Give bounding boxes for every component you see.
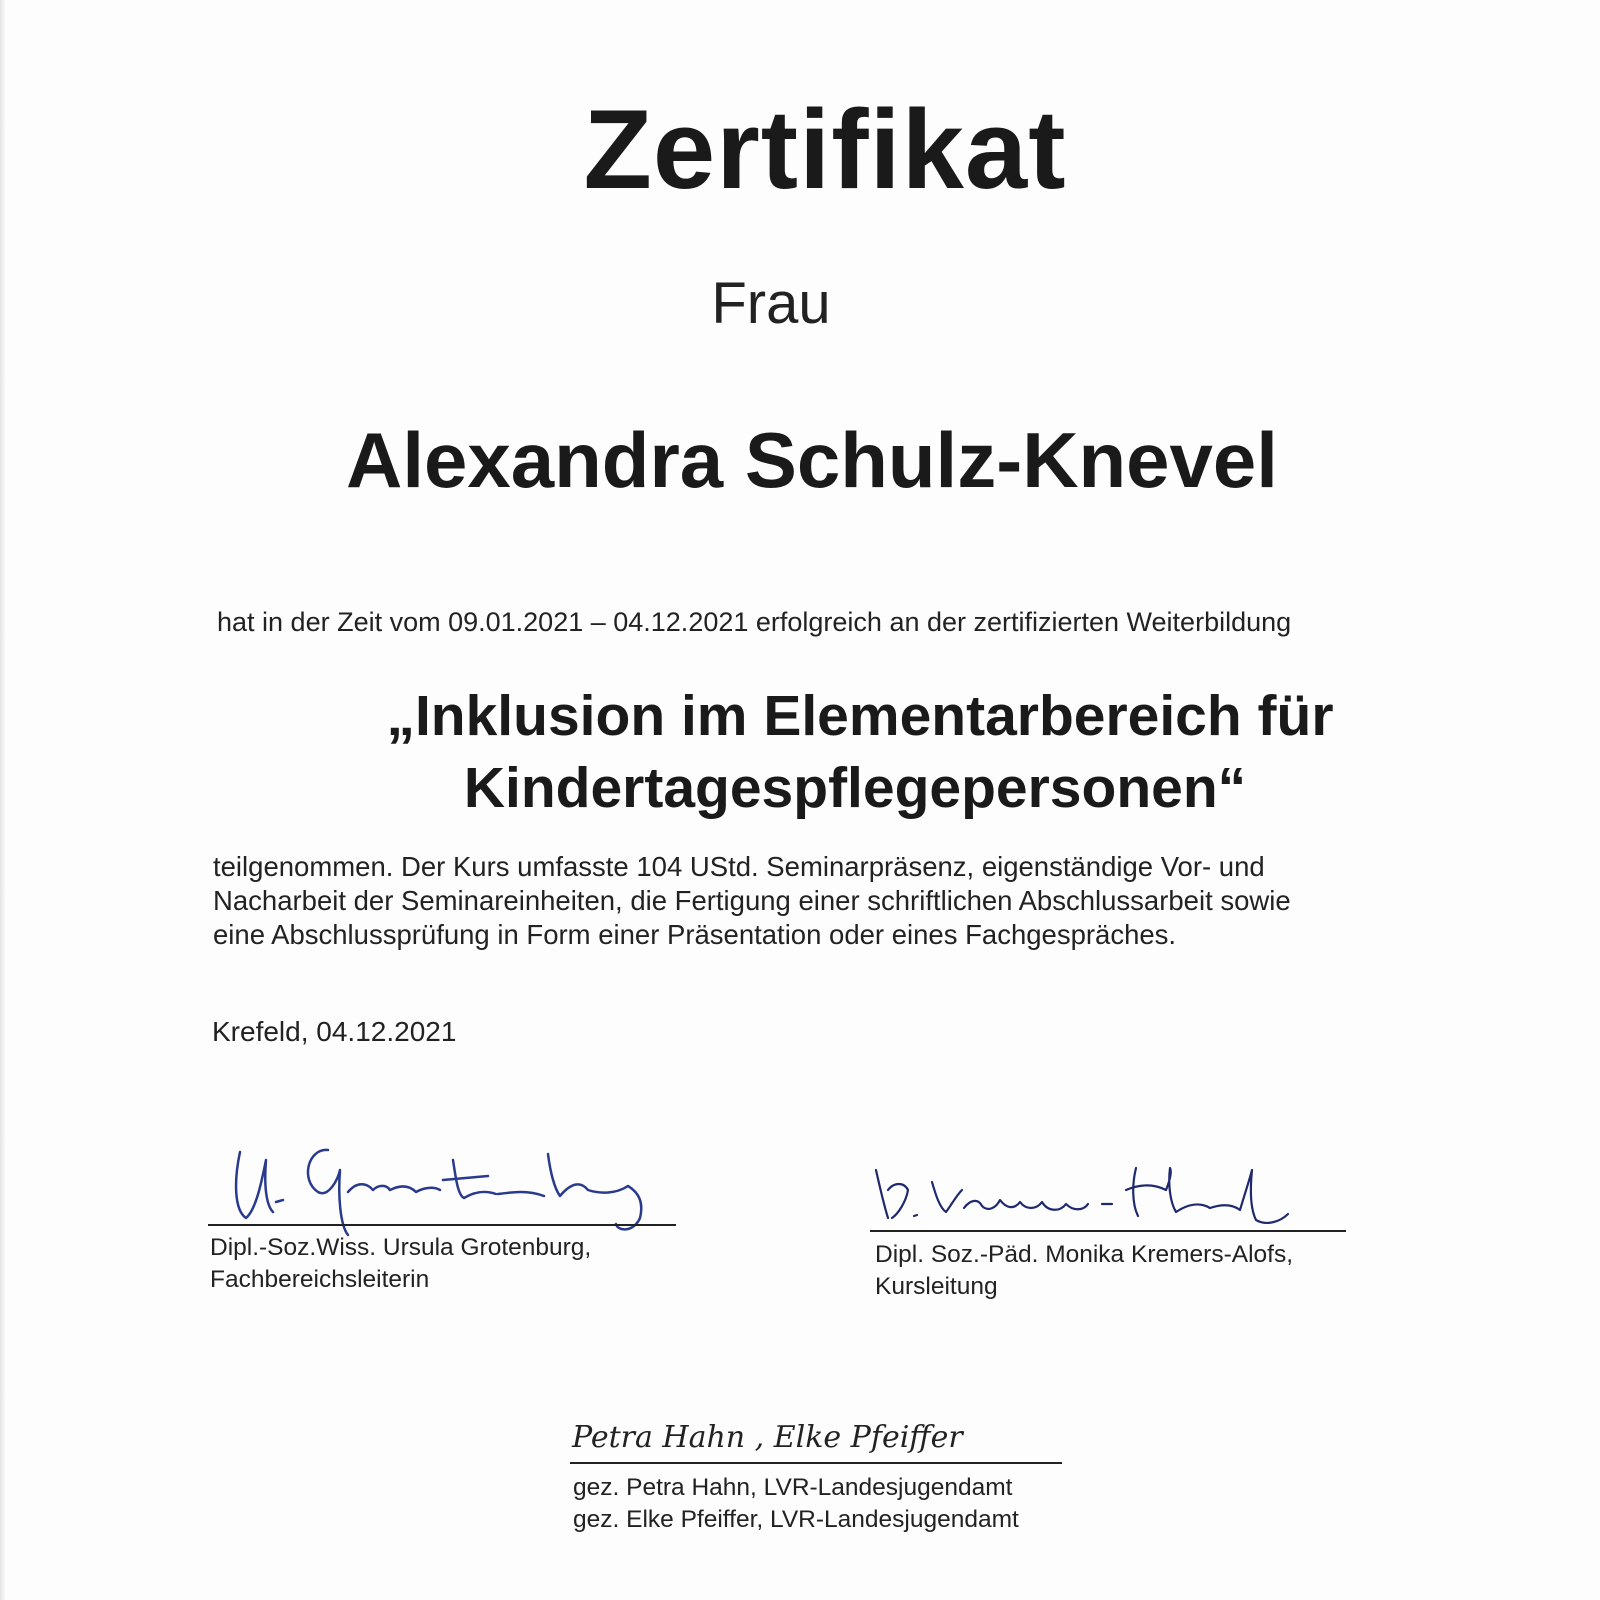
signature-line-left (208, 1224, 676, 1226)
course-description-line-3: eine Abschlussprüfung in Form einer Präsentation oder eines Fachgespräches. (213, 919, 1177, 950)
course-description-line-2: Nacharbeit der Seminareinheiten, die Fertigung einer schriftlichen Abschlussarbeit sowie (213, 885, 1291, 916)
signature-block-bottom (570, 1420, 1070, 1570)
signer-role-left: Fachbereichsleiterin (210, 1266, 430, 1293)
course-description-line-1: teilgenommen. Der Kurs umfasste 104 UStd. Seminarpräsenz, eigenständige Vor- und (213, 851, 1265, 882)
signer-line-petra-hahn: gez. Petra Hahn, LVR-Landesjugendamt (573, 1474, 1013, 1501)
course-description (213, 850, 1393, 952)
certificate-title: Zertifikat (583, 87, 1067, 212)
handwritten-signature-right (870, 1160, 1300, 1230)
signature-block-left (208, 1140, 678, 1293)
signer-name-left: Dipl.-Soz.Wiss. Ursula Grotenburg, (210, 1234, 592, 1261)
salutation: Frau (711, 271, 831, 336)
signature-caption-right (875, 1239, 1293, 1303)
signer-role-right: Kursleitung (875, 1273, 998, 1300)
printed-signature-script: Petra Hahn , Elke Pfeiffer (572, 1420, 963, 1455)
intro-text: hat in der Zeit vom 09.01.2021 – 04.12.2021 erfolgreich an der zertifizierten Weiterbildung (217, 607, 1292, 637)
course-title-line-1: „Inklusion im Elementarbereich für (386, 684, 1334, 748)
signature-line-right (870, 1230, 1346, 1232)
signature-line-bottom (570, 1462, 1062, 1464)
signature-caption-bottom (573, 1472, 1019, 1536)
signer-name-right: Dipl. Soz.-Päd. Monika Kremers-Alofs, (875, 1241, 1293, 1268)
signer-line-elke-pfeiffer: gez. Elke Pfeiffer, LVR-Landesjugendamt (573, 1506, 1019, 1533)
signature-caption-left (210, 1232, 591, 1296)
place-and-date: Krefeld, 04.12.2021 (212, 1016, 457, 1047)
course-title (0, 680, 1600, 824)
signature-block-right (870, 1160, 1350, 1300)
course-title-line-2: Kindertagespflegepersonen“ (463, 756, 1247, 820)
recipient-name: Alexandra Schulz-Knevel (346, 416, 1278, 504)
